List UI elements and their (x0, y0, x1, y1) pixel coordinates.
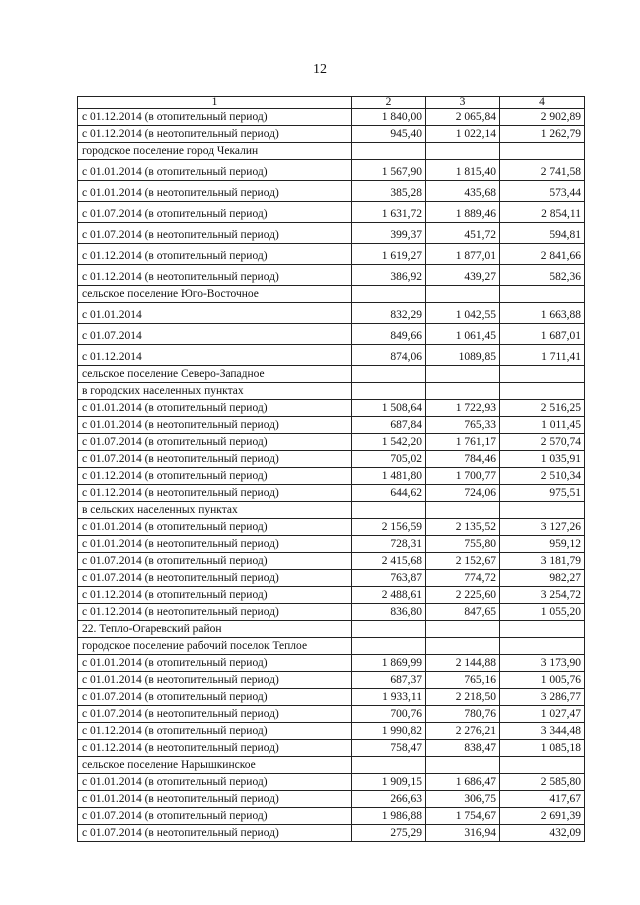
value-cell: 1 754,67 (426, 808, 500, 825)
section-row (78, 366, 585, 383)
table-row (78, 604, 585, 621)
section-label: сельское поселение Нарышкинское (78, 757, 352, 774)
empty-cell (352, 366, 426, 383)
empty-cell (500, 143, 585, 160)
value-cell: 849,66 (352, 324, 426, 345)
period-label: с 01.12.2014 (в отопительный период) (78, 723, 352, 740)
period-label: с 01.01.2014 (в отопительный период) (78, 519, 352, 536)
empty-cell (352, 757, 426, 774)
value-cell: 1 631,72 (352, 202, 426, 223)
value-cell: 687,84 (352, 417, 426, 434)
table-row (78, 689, 585, 706)
period-label: с 01.01.2014 (в неотопительный период) (78, 791, 352, 808)
value-cell: 1 619,27 (352, 244, 426, 265)
section-row (78, 143, 585, 160)
value-cell: 3 286,77 (500, 689, 585, 706)
value-cell: 573,44 (500, 181, 585, 202)
section-row (78, 286, 585, 303)
table-row (78, 825, 585, 842)
table-row (78, 345, 585, 366)
value-cell: 1089,85 (426, 345, 500, 366)
value-cell: 687,37 (352, 672, 426, 689)
section-row (78, 757, 585, 774)
value-cell: 758,47 (352, 740, 426, 757)
table-row (78, 434, 585, 451)
value-cell: 1 542,20 (352, 434, 426, 451)
table-row (78, 485, 585, 502)
period-label: с 01.07.2014 (78, 324, 352, 345)
value-cell: 2 570,74 (500, 434, 585, 451)
value-cell: 2 691,39 (500, 808, 585, 825)
value-cell: 1 761,17 (426, 434, 500, 451)
table-row (78, 553, 585, 570)
value-cell: 266,63 (352, 791, 426, 808)
value-cell: 1 035,91 (500, 451, 585, 468)
value-cell: 700,76 (352, 706, 426, 723)
section-label: в городских населенных пунктах (78, 383, 352, 400)
value-cell: 2 144,88 (426, 655, 500, 672)
value-cell: 765,16 (426, 672, 500, 689)
empty-cell (426, 621, 500, 638)
period-label: с 01.07.2014 (в отопительный период) (78, 202, 352, 223)
empty-cell (352, 383, 426, 400)
table-row (78, 244, 585, 265)
value-cell: 306,75 (426, 791, 500, 808)
empty-cell (352, 621, 426, 638)
period-label: с 01.07.2014 (в неотопительный период) (78, 223, 352, 244)
value-cell: 2 841,66 (500, 244, 585, 265)
empty-cell (500, 366, 585, 383)
empty-cell (352, 502, 426, 519)
table-row (78, 774, 585, 791)
value-cell: 765,33 (426, 417, 500, 434)
table-row (78, 324, 585, 345)
value-cell: 1 711,41 (500, 345, 585, 366)
value-cell: 3 127,26 (500, 519, 585, 536)
value-cell: 755,80 (426, 536, 500, 553)
value-cell: 1 686,47 (426, 774, 500, 791)
value-cell: 2 510,34 (500, 468, 585, 485)
value-cell: 1 840,00 (352, 109, 426, 126)
table-row (78, 417, 585, 434)
value-cell: 1 700,77 (426, 468, 500, 485)
value-cell: 847,65 (426, 604, 500, 621)
value-cell: 763,87 (352, 570, 426, 587)
value-cell: 1 022,14 (426, 126, 500, 143)
table-row (78, 109, 585, 126)
empty-cell (426, 366, 500, 383)
period-label: с 01.12.2014 (в неотопительный период) (78, 740, 352, 757)
table-row (78, 808, 585, 825)
table-row (78, 672, 585, 689)
column-header: 4 (500, 97, 585, 109)
header-row (78, 97, 585, 109)
column-header: 1 (78, 97, 352, 109)
table-row (78, 536, 585, 553)
value-cell: 2 152,67 (426, 553, 500, 570)
table-row (78, 706, 585, 723)
value-cell: 774,72 (426, 570, 500, 587)
period-label: с 01.07.2014 (в неотопительный период) (78, 451, 352, 468)
value-cell: 838,47 (426, 740, 500, 757)
value-cell: 3 344,48 (500, 723, 585, 740)
value-cell: 1 508,64 (352, 400, 426, 417)
value-cell: 2 225,60 (426, 587, 500, 604)
value-cell: 2 276,21 (426, 723, 500, 740)
table-row (78, 223, 585, 244)
empty-cell (500, 638, 585, 655)
empty-cell (352, 638, 426, 655)
value-cell: 1 889,46 (426, 202, 500, 223)
value-cell: 582,36 (500, 265, 585, 286)
table-row (78, 468, 585, 485)
value-cell: 316,94 (426, 825, 500, 842)
table-row (78, 570, 585, 587)
period-label: с 01.07.2014 (в неотопительный период) (78, 570, 352, 587)
empty-cell (352, 286, 426, 303)
empty-cell (500, 757, 585, 774)
empty-cell (500, 286, 585, 303)
period-label: с 01.12.2014 (в неотопительный период) (78, 126, 352, 143)
section-row (78, 383, 585, 400)
table-row (78, 723, 585, 740)
period-label: с 01.07.2014 (в неотопительный период) (78, 706, 352, 723)
period-label: с 01.12.2014 (в неотопительный период) (78, 485, 352, 502)
period-label: с 01.12.2014 (в отопительный период) (78, 587, 352, 604)
table-row (78, 126, 585, 143)
period-label: с 01.01.2014 (в отопительный период) (78, 655, 352, 672)
value-cell: 1 085,18 (500, 740, 585, 757)
value-cell: 832,29 (352, 303, 426, 324)
empty-cell (352, 143, 426, 160)
empty-cell (500, 502, 585, 519)
period-label: с 01.12.2014 (в неотопительный период) (78, 604, 352, 621)
value-cell: 399,37 (352, 223, 426, 244)
value-cell: 724,06 (426, 485, 500, 502)
table-row (78, 202, 585, 223)
column-header: 2 (352, 97, 426, 109)
value-cell: 1 990,82 (352, 723, 426, 740)
value-cell: 1 815,40 (426, 160, 500, 181)
table-row (78, 587, 585, 604)
value-cell: 2 156,59 (352, 519, 426, 536)
value-cell: 275,29 (352, 825, 426, 842)
value-cell: 644,62 (352, 485, 426, 502)
value-cell: 1 027,47 (500, 706, 585, 723)
value-cell: 3 254,72 (500, 587, 585, 604)
table-row (78, 740, 585, 757)
column-header: 3 (426, 97, 500, 109)
table-row (78, 265, 585, 286)
period-label: с 01.01.2014 (в отопительный период) (78, 160, 352, 181)
period-label: с 01.01.2014 (в неотопительный период) (78, 181, 352, 202)
section-row (78, 638, 585, 655)
value-cell: 2 854,11 (500, 202, 585, 223)
period-label: с 01.07.2014 (в отопительный период) (78, 553, 352, 570)
empty-cell (426, 757, 500, 774)
period-label: с 01.07.2014 (в отопительный период) (78, 434, 352, 451)
value-cell: 2 065,84 (426, 109, 500, 126)
table-row (78, 451, 585, 468)
value-cell: 2 218,50 (426, 689, 500, 706)
table-row (78, 400, 585, 417)
value-cell: 1 061,45 (426, 324, 500, 345)
value-cell: 705,02 (352, 451, 426, 468)
table-row (78, 160, 585, 181)
value-cell: 1 869,99 (352, 655, 426, 672)
value-cell: 1 262,79 (500, 126, 585, 143)
value-cell: 2 585,80 (500, 774, 585, 791)
value-cell: 439,27 (426, 265, 500, 286)
period-label: с 01.12.2014 (в отопительный период) (78, 109, 352, 126)
value-cell: 1 909,15 (352, 774, 426, 791)
value-cell: 3 173,90 (500, 655, 585, 672)
period-label: с 01.07.2014 (в отопительный период) (78, 808, 352, 825)
table-row (78, 791, 585, 808)
value-cell: 2 415,68 (352, 553, 426, 570)
value-cell: 1 055,20 (500, 604, 585, 621)
section-label: городское поселение рабочий поселок Теплое (78, 638, 352, 655)
value-cell: 975,51 (500, 485, 585, 502)
empty-cell (426, 638, 500, 655)
empty-cell (426, 286, 500, 303)
value-cell: 1 663,88 (500, 303, 585, 324)
value-cell: 2 516,25 (500, 400, 585, 417)
empty-cell (426, 143, 500, 160)
value-cell: 2 902,89 (500, 109, 585, 126)
value-cell: 594,81 (500, 223, 585, 244)
period-label: с 01.01.2014 (78, 303, 352, 324)
value-cell: 784,46 (426, 451, 500, 468)
value-cell: 432,09 (500, 825, 585, 842)
value-cell: 1 011,45 (500, 417, 585, 434)
table-row (78, 655, 585, 672)
page-number: 12 (313, 62, 327, 77)
table-row (78, 181, 585, 202)
value-cell: 1 005,76 (500, 672, 585, 689)
value-cell: 1 986,88 (352, 808, 426, 825)
period-label: с 01.01.2014 (в отопительный период) (78, 774, 352, 791)
value-cell: 728,31 (352, 536, 426, 553)
value-cell: 385,28 (352, 181, 426, 202)
value-cell: 417,67 (500, 791, 585, 808)
empty-cell (426, 383, 500, 400)
value-cell: 1 877,01 (426, 244, 500, 265)
value-cell: 2 488,61 (352, 587, 426, 604)
value-cell: 2 741,58 (500, 160, 585, 181)
empty-cell (500, 383, 585, 400)
table-row (78, 303, 585, 324)
value-cell: 451,72 (426, 223, 500, 244)
value-cell: 435,68 (426, 181, 500, 202)
period-label: с 01.12.2014 (78, 345, 352, 366)
section-label: сельское поселение Юго-Восточное (78, 286, 352, 303)
table-row (78, 519, 585, 536)
value-cell: 1 687,01 (500, 324, 585, 345)
period-label: с 01.12.2014 (в отопительный период) (78, 468, 352, 485)
value-cell: 780,76 (426, 706, 500, 723)
section-label: в сельских населенных пунктах (78, 502, 352, 519)
value-cell: 1 042,55 (426, 303, 500, 324)
empty-cell (500, 621, 585, 638)
value-cell: 1 933,11 (352, 689, 426, 706)
value-cell: 1 567,90 (352, 160, 426, 181)
value-cell: 945,40 (352, 126, 426, 143)
period-label: с 01.07.2014 (в неотопительный период) (78, 825, 352, 842)
value-cell: 836,80 (352, 604, 426, 621)
period-label: с 01.12.2014 (в неотопительный период) (78, 265, 352, 286)
section-label: 22. Тепло-Огаревский район (78, 621, 352, 638)
period-label: с 01.01.2014 (в отопительный период) (78, 400, 352, 417)
section-row (78, 621, 585, 638)
value-cell: 3 181,79 (500, 553, 585, 570)
tariff-table (77, 96, 585, 842)
value-cell: 386,92 (352, 265, 426, 286)
section-label: сельское поселение Северо-Западное (78, 366, 352, 383)
period-label: с 01.07.2014 (в отопительный период) (78, 689, 352, 706)
section-row (78, 502, 585, 519)
period-label: с 01.01.2014 (в неотопительный период) (78, 417, 352, 434)
value-cell: 1 481,80 (352, 468, 426, 485)
value-cell: 2 135,52 (426, 519, 500, 536)
value-cell: 982,27 (500, 570, 585, 587)
value-cell: 874,06 (352, 345, 426, 366)
empty-cell (426, 502, 500, 519)
period-label: с 01.01.2014 (в неотопительный период) (78, 536, 352, 553)
period-label: с 01.01.2014 (в неотопительный период) (78, 672, 352, 689)
period-label: с 01.12.2014 (в отопительный период) (78, 244, 352, 265)
value-cell: 1 722,93 (426, 400, 500, 417)
section-label: городское поселение город Чекалин (78, 143, 352, 160)
value-cell: 959,12 (500, 536, 585, 553)
